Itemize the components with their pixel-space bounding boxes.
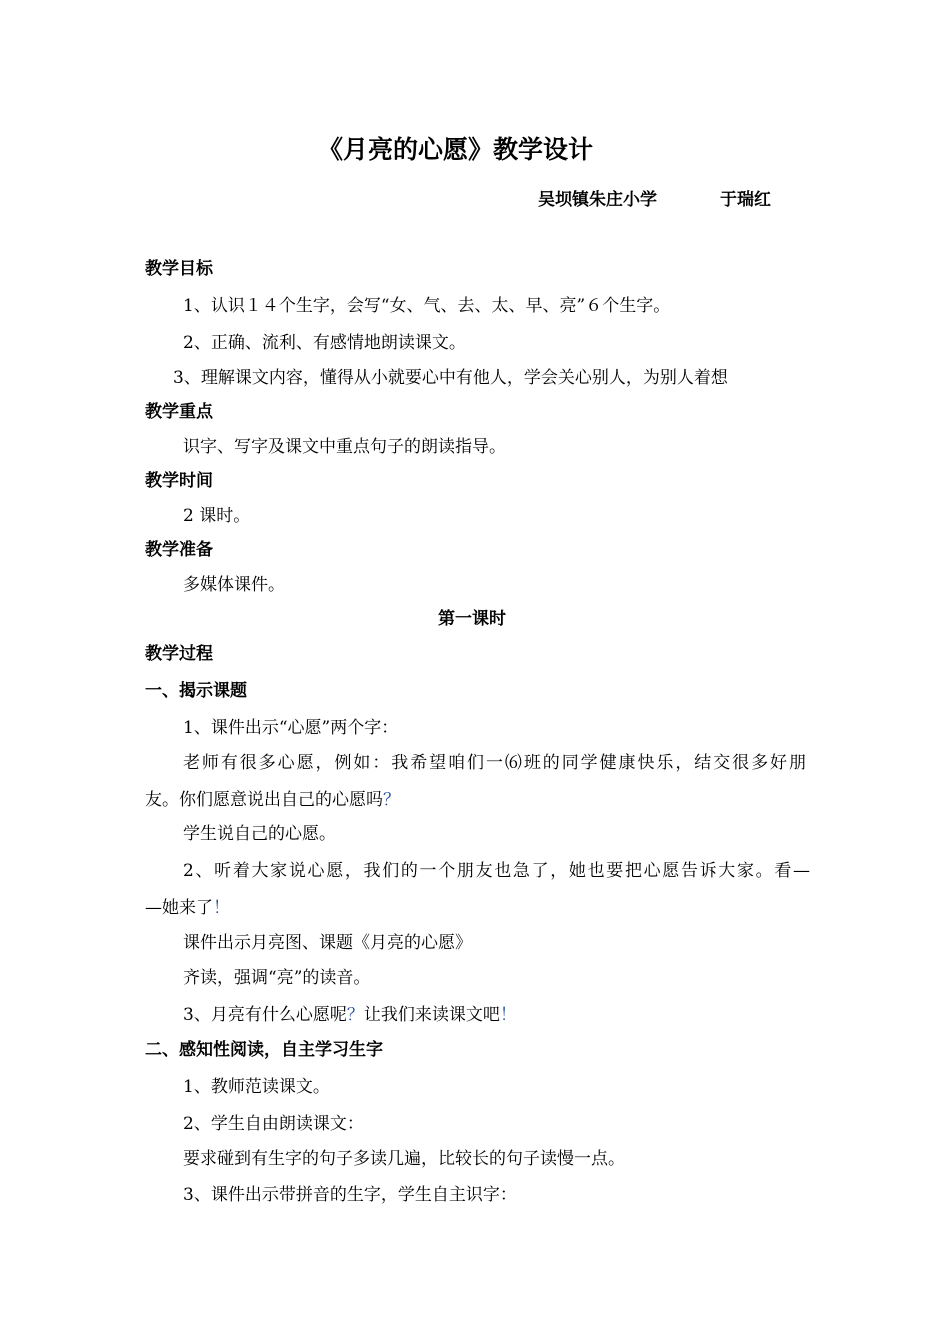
paragraph-2-2: 2、学生自由朗读课文： (183, 1114, 364, 1134)
time-text: 2 课时。 (183, 506, 251, 526)
section-heading-key: 教学重点 (145, 402, 213, 422)
paragraph-2-3: 要求碰到有生字的句子多读几遍，比较长的句子读慢一点。 (183, 1149, 625, 1169)
prep-text: 多媒体课件。 (183, 575, 285, 595)
paragraph-1-7 (183, 1004, 517, 1026)
doc-title: 《月亮的心愿》教学设计 (318, 135, 594, 164)
question-mark: ？ (383, 790, 400, 810)
paragraph-1-3: 学生说自己的心愿。 (183, 824, 336, 844)
goal-item-1: 1、认识１４个生字，会写“女、气、去、太、早、亮”６个生字。 (183, 296, 671, 316)
goal-item-2: 2、正确、流利、有感情地朗读课文。 (183, 333, 466, 353)
paragraph-1-2-text: 友。你们愿意说出自己的心愿吗 (145, 790, 383, 810)
paragraph-2-1: 1、教师范读课文。 (183, 1077, 330, 1097)
part-heading-1: 一、揭示课题 (145, 681, 247, 701)
section-heading-time: 教学时间 (145, 471, 213, 491)
goal-item-3: 3、理解课文内容，懂得从小就要心中有他人，学会关心别人，为别人着想 (173, 368, 728, 388)
section-heading-prep: 教学准备 (145, 540, 213, 560)
paragraph-1-4-line-1: 2、听着大家说心愿，我们的一个朋友也急了，她也要把心愿告诉大家。看— (183, 861, 810, 881)
paragraph-1-5: 课件出示月亮图、课题《月亮的心愿》 (183, 933, 472, 953)
paragraph-1-7-text-b: 让我们来读课文吧 (363, 1005, 500, 1025)
key-text: 识字、写字及课文中重点句子的朗读指导。 (183, 437, 506, 457)
paragraph-1-2-line-1: 老师有很多心愿，例如：我希望咱们一⑹班的同学健康快乐，结交很多好朋 (183, 753, 806, 773)
exclamation-mark: ！ (213, 898, 230, 918)
paragraph-1-7-text-a: 3、月亮有什么心愿呢 (183, 1005, 347, 1025)
section-heading-process: 教学过程 (145, 644, 213, 664)
exclamation-mark: ！ (499, 1005, 517, 1025)
lesson-heading: 第一课时 (438, 609, 506, 629)
paragraph-2-4: 3、课件出示带拼音的生字，学生自主识字： (183, 1185, 517, 1205)
author-school: 吴坝镇朱庄小学 (538, 190, 657, 210)
paragraph-1-4-line-2 (145, 897, 230, 919)
author-name: 于瑞红 (720, 190, 771, 210)
part-heading-2: 二、感知性阅读，自主学习生字 (145, 1040, 383, 1060)
section-heading-goals: 教学目标 (145, 259, 213, 279)
paragraph-1-2-line-2 (145, 789, 400, 811)
paragraph-1-6: 齐读，强调“亮”的读音。 (183, 968, 371, 988)
question-mark: ？ (346, 1005, 364, 1025)
paragraph-1-1: 1、课件出示“心愿”两个字： (183, 718, 399, 738)
paragraph-1-4-text: —她来了 (145, 898, 213, 918)
